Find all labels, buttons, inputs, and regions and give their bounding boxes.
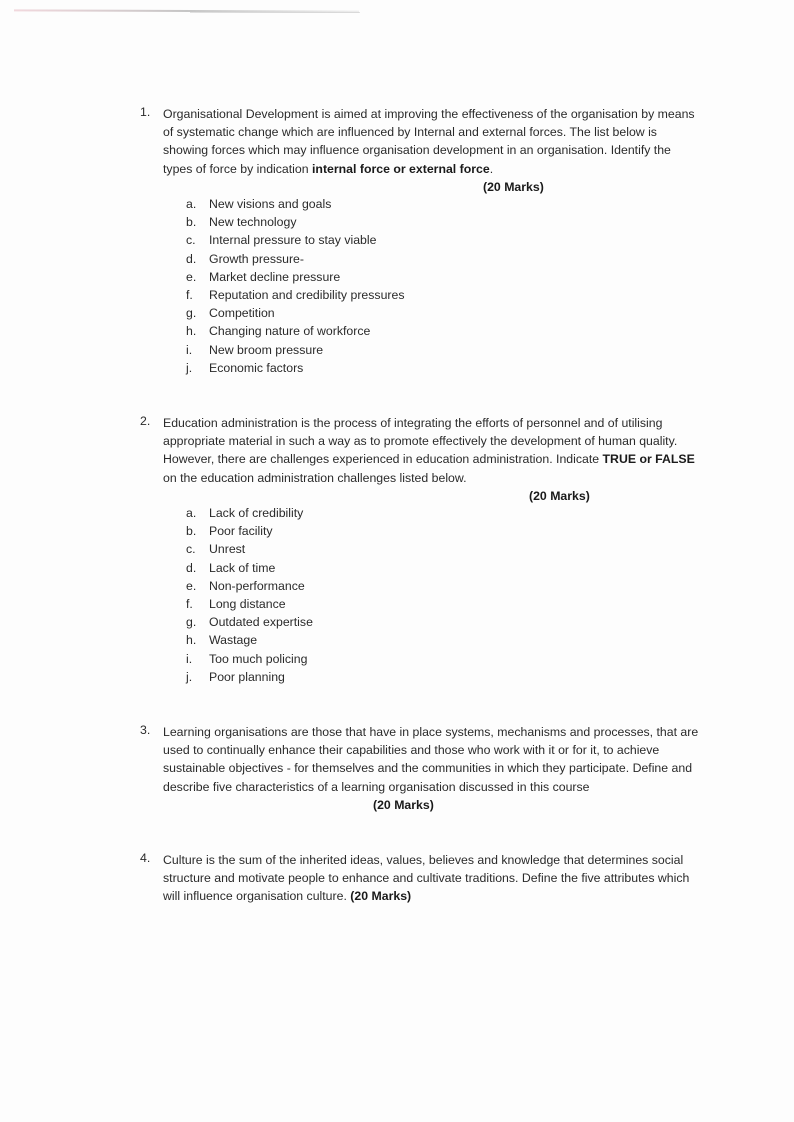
question-4 — [140, 851, 700, 906]
question-2-options — [186, 504, 313, 686]
list-item: a. Lack of credibility — [186, 506, 304, 520]
list-item: a. New visions and goals — [186, 197, 332, 211]
question-1 — [140, 105, 700, 196]
marks-label: (20 Marks) — [373, 797, 434, 812]
list-item: f. Reputation and credibility pressures — [186, 287, 405, 302]
emphasis-text: TRUE or FALSE — [602, 452, 695, 467]
marks-line — [529, 487, 700, 505]
list-item: j. Poor planning — [186, 669, 285, 684]
marks-label: (20 Marks) — [483, 179, 544, 194]
list-item: d. Lack of time — [186, 560, 276, 575]
list-item: i. Too much policing — [186, 651, 308, 666]
list-item: b. Poor facility — [186, 524, 273, 539]
question-1-options — [186, 195, 405, 377]
list-item: b. New technology — [186, 215, 297, 230]
list-item: e. Market decline pressure — [186, 269, 341, 284]
question-text: Culture is the sum of the inherited ideas, values, believes and knowledge that determines social structure and motivate people to enhance and cultivate traditions. Define the five attributes which will influence organisation culture. (20 Marks) — [163, 853, 690, 904]
list-item: j. Economic factors — [186, 360, 304, 375]
list-item: e. Non-performance — [186, 578, 305, 593]
list-item: c. Unrest — [186, 542, 246, 557]
question-text: Organisational Development is aimed at improving the effectiveness of the organisation by means of systematic change which are influenced by Internal and external forces. The list below is showing forces which may influence organisation development in an organisation. Identify the types of force by indication internal force or external force. — [163, 107, 695, 176]
question-number: 3. — [140, 723, 151, 737]
list-item: h. Changing nature of workforce — [186, 324, 371, 339]
marks-line — [483, 178, 700, 196]
list-item: c. Internal pressure to stay viable — [186, 233, 377, 248]
question-number: 4. — [140, 851, 151, 865]
list-item: g. Outdated expertise — [186, 615, 313, 630]
list-item: d. Growth pressure- — [186, 251, 304, 266]
list-item: g. Competition — [186, 306, 275, 321]
question-number: 1. — [140, 105, 151, 119]
scan-artifact-line — [190, 12, 360, 13]
question-3 — [140, 723, 700, 814]
question-2 — [140, 414, 700, 505]
list-item: i. New broom pressure — [186, 342, 324, 357]
question-number: 2. — [140, 414, 151, 428]
question-text: Learning organisations are those that have in place systems, mechanisms and processes, that are used to continually enhance their capabilities and those who work with it or for it, to achieve sustainable objectives - for themselves and the communities in which they participate. Define and describe five characteristics of a learning organisation discussed in this course(20 Marks) — [163, 725, 699, 812]
list-item: f. Long distance — [186, 596, 286, 611]
list-item: h. Wastage — [186, 633, 258, 648]
marks-label: (20 Marks) — [350, 889, 412, 904]
question-text: Education administration is the process of integrating the efforts of personnel and of utilising appropriate material in such a way as to promote effectively the development of human quality. However, there are challenges experienced in education administration. Indicate TRUE or FALSE on the education administration challenges listed below. — [163, 416, 695, 485]
emphasis-text: internal force or external force — [312, 161, 490, 176]
marks-label: (20 Marks) — [529, 488, 590, 503]
